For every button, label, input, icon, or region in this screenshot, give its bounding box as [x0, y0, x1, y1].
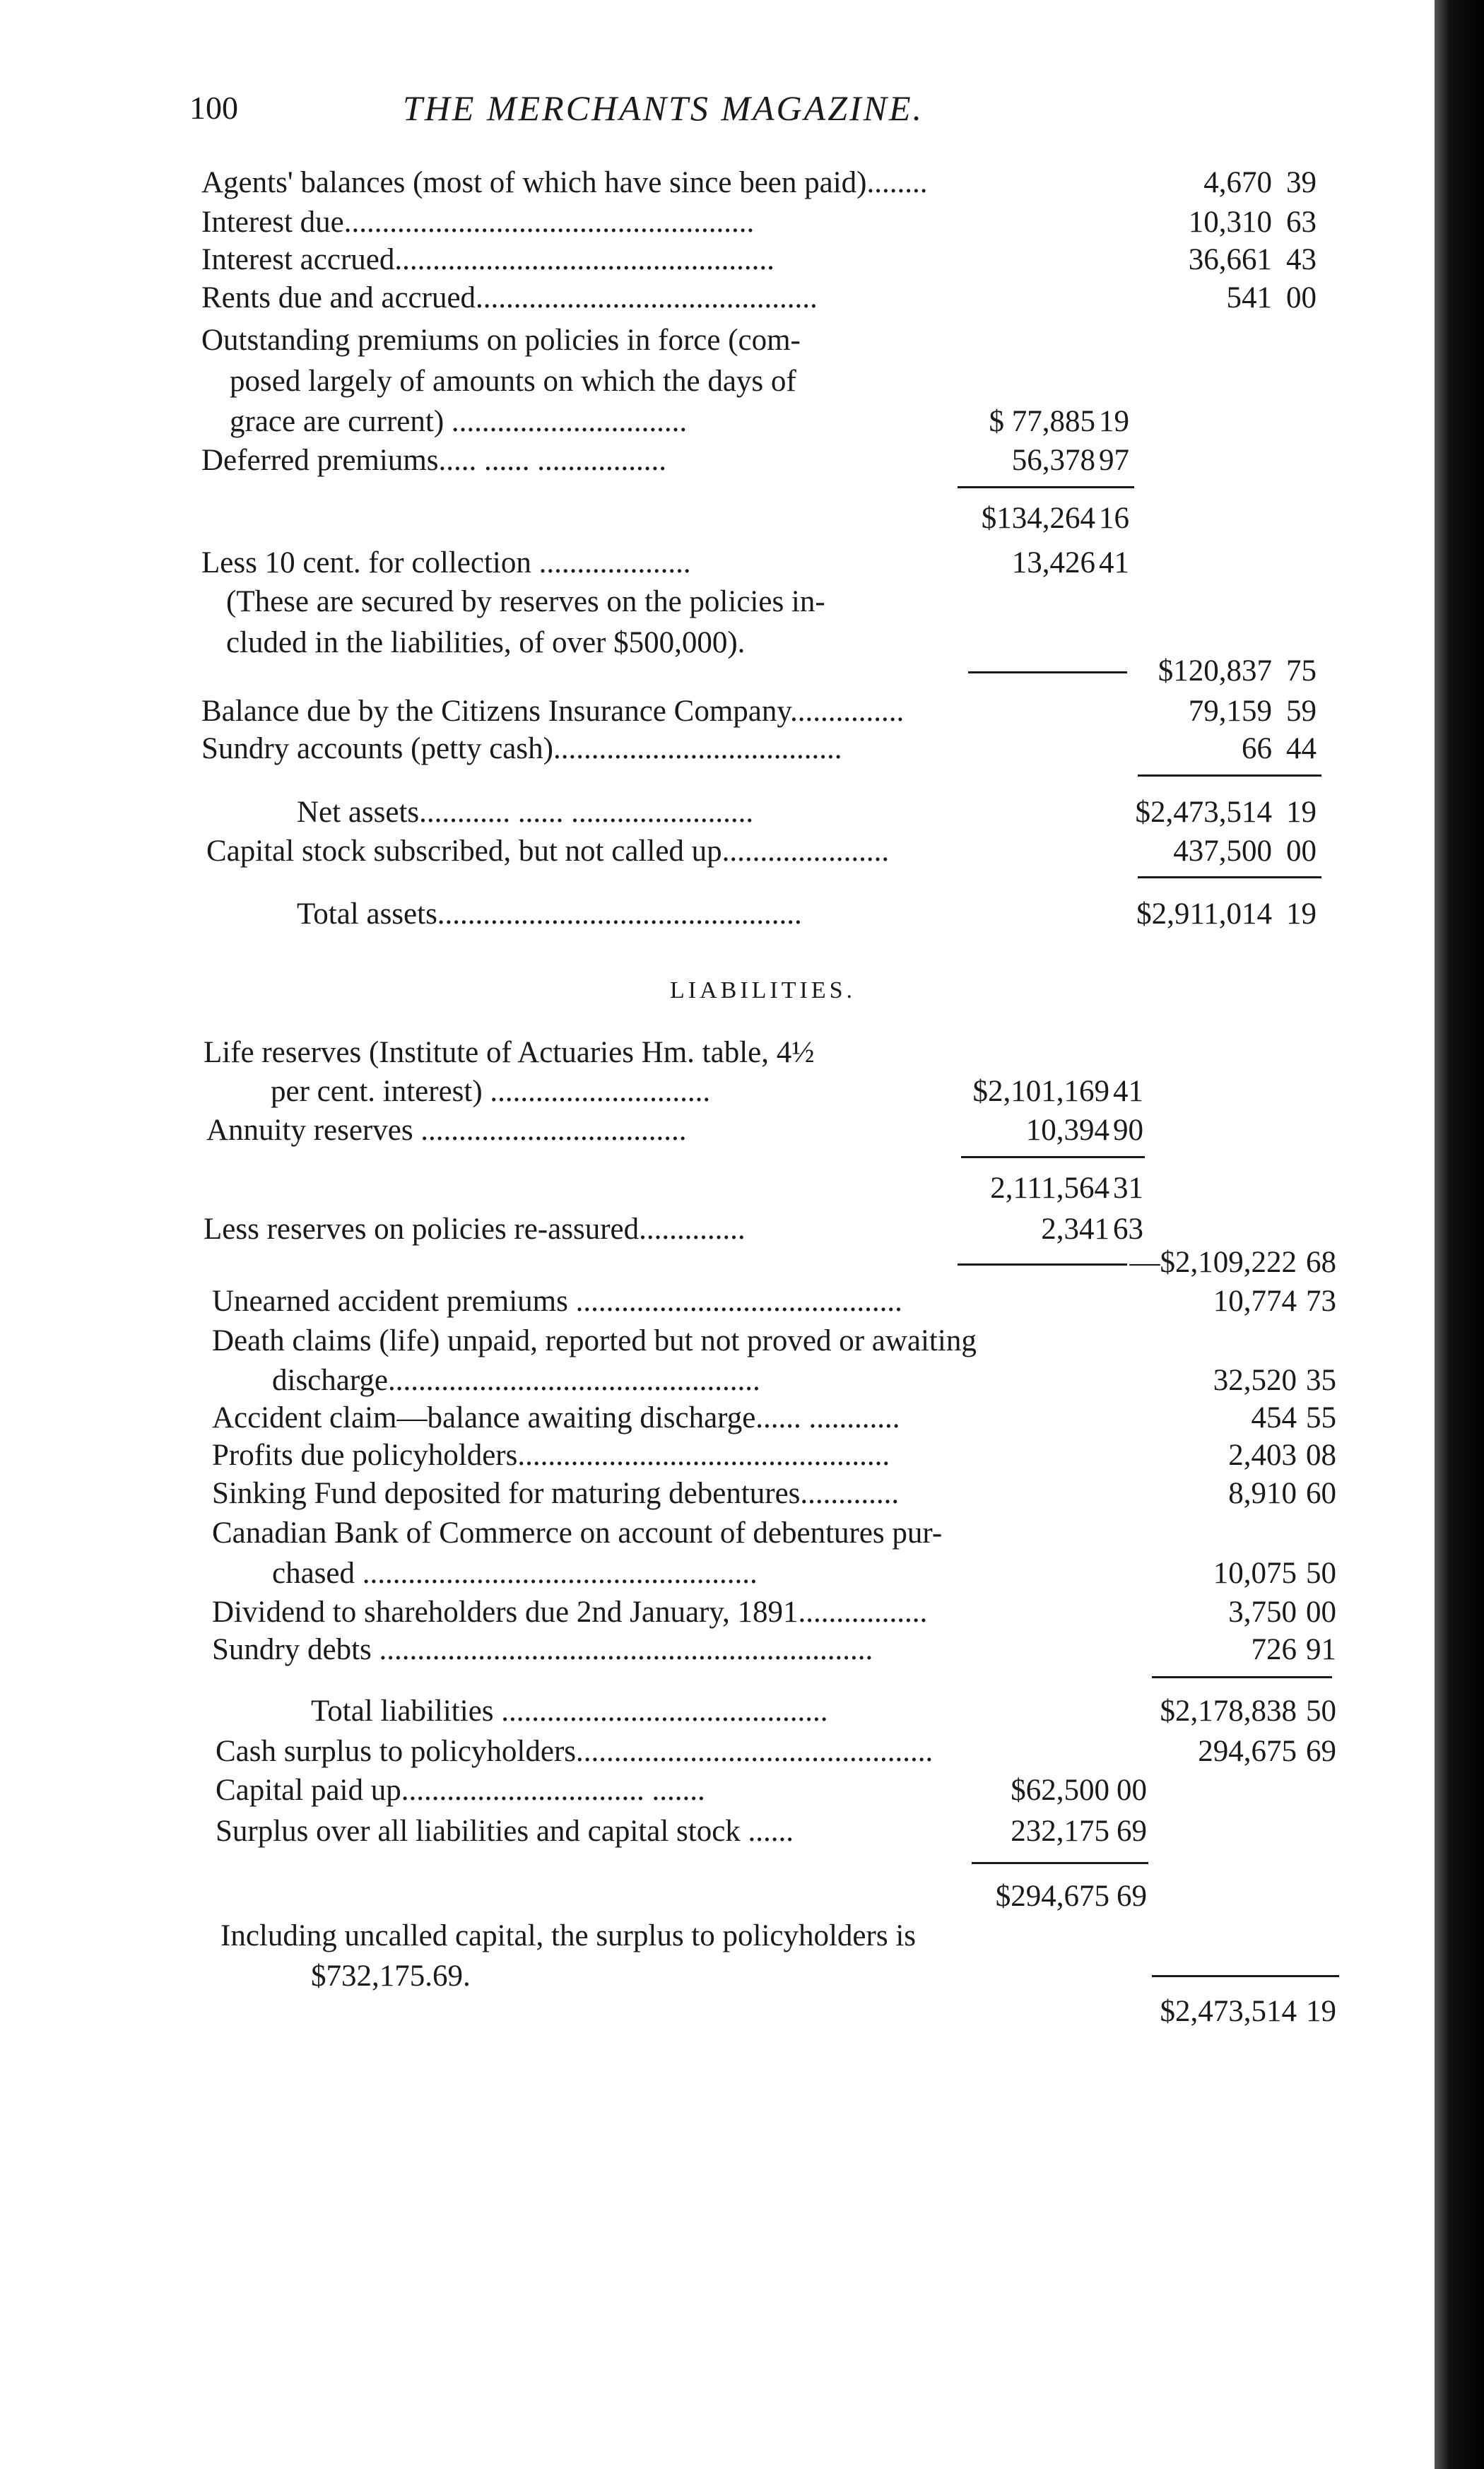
row-label: Sundry accounts (petty cash)......................................: [201, 732, 842, 765]
row-cents: 00: [1306, 1596, 1336, 1629]
row-label: Outstanding premiums on policies in force (com-: [201, 324, 801, 357]
row-label: Net assets............ ...... ........................: [297, 796, 754, 829]
row-cents: 19: [1286, 897, 1317, 931]
row-amount: 8,910: [1228, 1477, 1297, 1510]
grand-total-cents: 19: [1306, 1995, 1336, 2028]
row-label: Less reserves on policies re-assured..............: [204, 1213, 746, 1246]
row-cents: 43: [1286, 243, 1317, 276]
row-amount: 2,403: [1228, 1439, 1297, 1472]
row-label: Life reserves (Institute of Actuaries Hm. table, 4½: [204, 1036, 815, 1069]
row-label: Annuity reserves ...................................: [206, 1114, 687, 1147]
footnote-text: Including uncalled capital, the surplus to policyholders is: [220, 1919, 917, 1952]
sum-rule: [1138, 774, 1321, 777]
row-amount: 294,675: [1198, 1735, 1297, 1768]
row-amount: 2,341: [1041, 1213, 1109, 1246]
row-amount: 10,394: [1025, 1114, 1109, 1147]
row-amount: $62,500: [1011, 1774, 1109, 1807]
row-cents: 69: [1306, 1735, 1336, 1768]
row-cents: 73: [1306, 1285, 1336, 1318]
row-label: Unearned accident premiums ...........................................: [212, 1285, 902, 1318]
row-amount: 232,175: [1011, 1815, 1109, 1848]
row-label: Cash surplus to policyholders...............................................: [216, 1735, 934, 1768]
row-cents: 63: [1286, 206, 1317, 239]
row-amount: 726: [1251, 1633, 1297, 1666]
row-cents: 41: [1113, 1075, 1143, 1108]
row-label: Less 10 cent. for collection ....................: [201, 546, 691, 579]
row-amount: 79,159: [1188, 695, 1272, 728]
row-label: Canadian Bank of Commerce on account of debentures pur-: [212, 1516, 943, 1550]
row-cents: 55: [1306, 1401, 1336, 1434]
row-label: Capital paid up................................ .......: [216, 1774, 705, 1807]
row-amount: 10,774: [1213, 1285, 1297, 1318]
row-label: Interest accrued..................................................: [201, 243, 775, 276]
sum-rule: [958, 486, 1134, 488]
row-label: chased ....................................................: [272, 1557, 758, 1590]
row-cents: 44: [1286, 732, 1317, 765]
row-amount: $120,837: [1158, 654, 1272, 688]
row-cents: 75: [1286, 654, 1317, 688]
subtotal-cents: 69: [1117, 1880, 1147, 1913]
subtotal-amount: 2,111,564: [990, 1172, 1109, 1205]
magazine-title: THE MERCHANTS MAGAZINE.: [403, 88, 924, 128]
row-cents: 69: [1117, 1815, 1147, 1848]
row-cents: 91: [1306, 1633, 1336, 1666]
row-label: Total assets................................................: [297, 897, 802, 931]
row-label: Surplus over all liabilities and capital stock ......: [216, 1815, 794, 1848]
row-label: Profits due policyholders.................................................: [212, 1439, 890, 1472]
row-amount: $ 77,885: [989, 405, 1095, 438]
row-amount: 541: [1226, 281, 1272, 314]
row-label: discharge.................................................: [272, 1364, 760, 1397]
row-amount: 3,750: [1228, 1596, 1297, 1629]
sum-rule: [958, 1263, 1127, 1266]
row-label: Deferred premiums..... ...... .................: [201, 444, 666, 477]
note-text: cluded in the liabilities, of over $500,000).: [226, 626, 746, 659]
row-cents: 39: [1286, 166, 1317, 199]
row-label: Accident claim—balance awaiting discharge...... ............: [212, 1401, 900, 1434]
row-cents: 19: [1099, 405, 1129, 438]
sum-rule: [1152, 1676, 1332, 1678]
row-label: grace are current) ...............................: [230, 405, 688, 438]
row-amount: 10,310: [1188, 206, 1272, 239]
row-label: Sinking Fund deposited for maturing debentures.............: [212, 1477, 900, 1510]
sum-rule: [961, 1156, 1145, 1158]
row-cents: 97: [1099, 444, 1129, 477]
row-cents: 00: [1286, 281, 1317, 314]
row-amount: 437,500: [1173, 835, 1272, 868]
subtotal-amount: $294,675: [995, 1880, 1109, 1913]
row-cents: 90: [1113, 1114, 1143, 1147]
sum-rule: [1138, 876, 1321, 878]
row-label: per cent. interest) .............................: [271, 1075, 711, 1108]
sum-rule: [972, 1862, 1148, 1864]
row-amount: 454: [1251, 1401, 1297, 1434]
row-label: posed largely of amounts on which the days of: [230, 365, 796, 398]
book-spine-shadow: [1435, 0, 1484, 2469]
row-cents: 08: [1306, 1439, 1336, 1472]
row-label: Interest due......................................................: [201, 206, 755, 239]
note-text: (These are secured by reserves on the policies in-: [226, 585, 825, 618]
row-amount: 13,426: [1011, 546, 1095, 579]
section-heading: LIABILITIES.: [670, 977, 856, 1003]
row-amount: 66: [1242, 732, 1272, 765]
row-cents: 00: [1286, 835, 1317, 868]
footnote-text: $732,175.69.: [311, 1960, 471, 1993]
row-cents: 60: [1306, 1477, 1336, 1510]
row-label: Agents' balances (most of which have since been paid)........: [201, 166, 928, 199]
row-cents: 00: [1117, 1774, 1147, 1807]
row-amount: 10,075: [1213, 1557, 1297, 1590]
sum-rule: [968, 671, 1127, 673]
row-cents: 50: [1306, 1695, 1336, 1728]
row-amount: 36,661: [1188, 243, 1272, 276]
page-number: 100: [189, 90, 238, 126]
row-cents: 50: [1306, 1557, 1336, 1590]
row-label: Dividend to shareholders due 2nd January, 1891.................: [212, 1596, 928, 1629]
row-amount: $2,473,514: [1135, 796, 1272, 829]
row-cents: 19: [1286, 796, 1317, 829]
row-label: Death claims (life) unpaid, reported but not proved or awaiting: [212, 1324, 977, 1357]
row-label: Capital stock subscribed, but not called up......................: [206, 835, 890, 868]
row-amount: $2,178,838: [1160, 1695, 1297, 1728]
row-amount: $2,911,014: [1136, 897, 1272, 931]
sum-rule: [1152, 1975, 1339, 1977]
row-amount: $2,101,169: [972, 1075, 1109, 1108]
subtotal-amount: $134,264: [981, 502, 1095, 535]
row-cents: 35: [1306, 1364, 1336, 1397]
row-cents: 68: [1306, 1246, 1336, 1279]
row-label: Sundry debts .................................................................: [212, 1633, 873, 1666]
row-cents: 41: [1099, 546, 1129, 579]
row-cents: 63: [1113, 1213, 1143, 1246]
row-amount: 56,378: [1011, 444, 1095, 477]
row-label: Rents due and accrued.............................................: [201, 281, 818, 314]
row-amount: —$2,109,222: [1129, 1246, 1297, 1279]
row-label: Total liabilities ...........................................: [311, 1695, 828, 1728]
subtotal-cents: 31: [1113, 1172, 1143, 1205]
grand-total-amount: $2,473,514: [1160, 1995, 1297, 2028]
row-amount: 4,670: [1203, 166, 1272, 199]
row-cents: 59: [1286, 695, 1317, 728]
row-label: Balance due by the Citizens Insurance Company...............: [201, 695, 905, 728]
subtotal-cents: 16: [1099, 502, 1129, 535]
row-amount: 32,520: [1213, 1364, 1297, 1397]
